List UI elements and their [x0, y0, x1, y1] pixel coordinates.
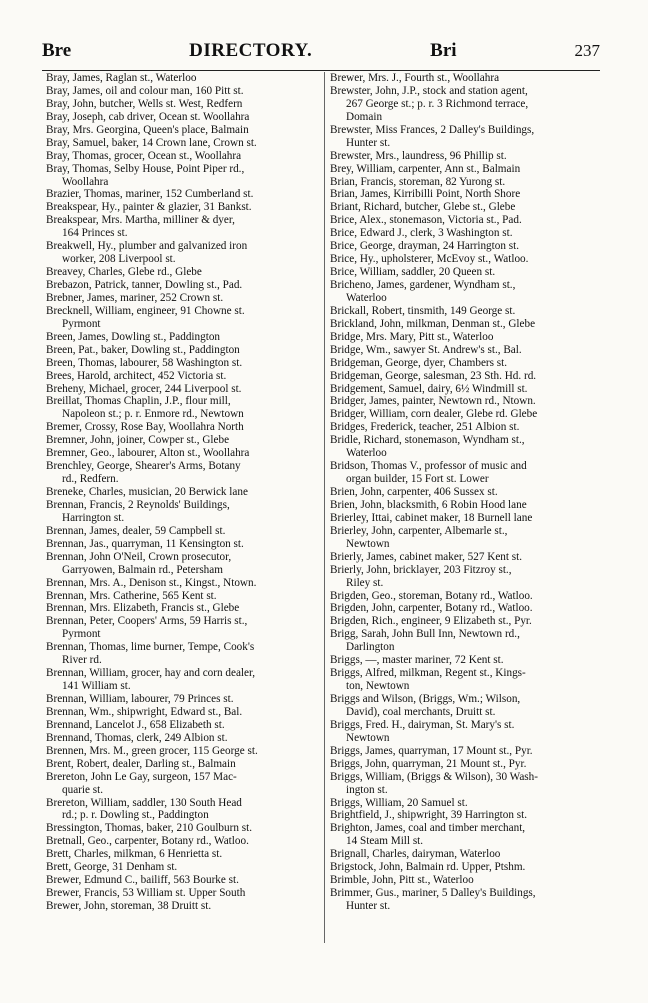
directory-entry: Briggs and Wilson, (Briggs, Wm.; Wilson, — [330, 693, 521, 705]
directory-entry: Breakspear, Mrs. Martha, milliner & dyer, — [46, 214, 235, 227]
directory-entry: Briggs, Fred. H., dairyman, St. Mary's st. — [330, 718, 515, 731]
directory-entry: Briggs, William, 20 Samuel st. — [330, 796, 468, 809]
directory-entry: Bray, Samuel, baker, 14 Crown lane, Crown st. — [46, 136, 257, 149]
directory-entry-continuation: Hunter st. — [346, 136, 391, 149]
directory-entry-continuation: Pyrmont — [62, 628, 101, 641]
directory-entry-continuation: Woollahra — [62, 175, 109, 188]
directory-entry: Brighton, James, coal and timber merchant, — [330, 822, 526, 835]
directory-entry: Brennan, Peter, Coopers' Arms, 59 Harris st., — [46, 615, 248, 628]
directory-entry: Briggs, —, master mariner, 72 Kent st. — [330, 654, 504, 667]
directory-entry-continuation: 164 Princes st. — [62, 227, 128, 240]
directory-entry: Brennan, Jas., quarryman, 11 Kensington st. — [46, 537, 244, 550]
directory-entry-continuation: Newtown — [346, 537, 390, 550]
directory-entry: Brimble, John, Pitt st., Waterloo — [330, 874, 474, 887]
directory-entry: Breavey, Charles, Glebe rd., Glebe — [46, 266, 202, 279]
column-divider — [324, 72, 325, 943]
directory-entry: Brennan, William, grocer, hay and corn dealer, — [46, 667, 256, 680]
directory-entry: Bridgeman, George, salesman, 23 Sth. Hd. rd. — [330, 369, 537, 382]
directory-entry: Breakwell, Hy., plumber and galvanized iron — [46, 240, 248, 253]
directory-entry: Bray, Joseph, cab driver, Ocean st. Woollahra — [46, 110, 250, 123]
directory-entry-continuation: Hunter st. — [346, 900, 391, 912]
directory-entry: Brees, Harold, architect, 452 Victoria st. — [46, 369, 227, 382]
directory-entry: Brennen, Mrs. M., green grocer, 115 George st. — [46, 744, 258, 757]
directory-entry-continuation: 141 William st. — [62, 680, 131, 693]
directory-entry: Brian, James, Kirribilli Point, North Shore — [330, 188, 521, 201]
directory-entry: Brennan, Thomas, lime burner, Tempe, Cook's — [46, 641, 255, 654]
directory-entry: Brecknell, William, engineer, 91 Chowne st. — [46, 304, 245, 317]
directory-entry: Brennan, Mrs. Elizabeth, Francis st., Glebe — [46, 602, 240, 615]
directory-entry-continuation: rd.; p. r. Dowling st., Paddington — [62, 809, 209, 822]
page-header — [42, 40, 600, 68]
directory-entry: Bray, Mrs. Georgina, Queen's place, Balmain — [46, 123, 249, 136]
directory-entry: Bressington, Thomas, baker, 210 Goulburn st. — [46, 822, 252, 835]
directory-entry: Breakspear, Hy., painter & glazier, 31 Bankst. — [46, 201, 252, 214]
directory-entry-continuation: Waterloo — [346, 291, 387, 304]
header-right-guide-word: Bri — [430, 40, 457, 61]
directory-entry: Brierley, Ittai, cabinet maker, 18 Burnell lane — [330, 511, 533, 524]
directory-entry: Brierly, James, cabinet maker, 527 Kent st. — [330, 550, 523, 563]
directory-entry: Bridle, Richard, stonemason, Wyndham st., — [330, 434, 525, 447]
directory-entry: Bray, James, Raglan st., Waterloo — [46, 72, 197, 84]
directory-entry: Breen, Thomas, labourer, 58 Washington st. — [46, 356, 243, 369]
directory-entry: Brimmer, Gus., mariner, 5 Dalley's Buildings, — [330, 887, 536, 900]
directory-entry: Bremner, John, joiner, Cowper st., Glebe — [46, 434, 230, 447]
directory-entry-continuation: worker, 208 Liverpool st. — [62, 253, 176, 266]
header-title: DIRECTORY. — [189, 40, 313, 61]
directory-entry: Brennan, Mrs. A., Denison st., Kingst., Ntown. — [46, 576, 257, 589]
directory-entry: Brennand, Thomas, clerk, 249 Albion st. — [46, 731, 228, 744]
directory-entry-continuation: Pyrmont — [62, 317, 101, 330]
directory-entry: Bricheno, James, gardener, Wyndham st., — [330, 279, 516, 291]
directory-entry-continuation: Newtown — [346, 731, 390, 744]
directory-entry: Breneke, Charles, musician, 20 Berwick lane — [46, 486, 248, 498]
directory-entry-continuation: Napoleon st.; p. r. Enmore rd., Newtown — [62, 408, 244, 421]
directory-entry: Brigstock, John, Balmain rd. Upper, Ptshm. — [330, 861, 526, 874]
directory-entry: Brigden, John, carpenter, Botany rd., Watloo. — [330, 602, 533, 615]
directory-entry: Brien, John, blacksmith, 6 Robin Hood lane — [330, 498, 527, 511]
directory-entry: Bridge, Wm., sawyer St. Andrew's st., Bal. — [330, 343, 522, 356]
directory-entry: Brett, George, 31 Denham st. — [46, 861, 178, 874]
directory-entry: Briggs, John, quarryman, 21 Mount st., Pyr. — [330, 757, 527, 770]
left-column — [46, 72, 318, 913]
directory-entry: Brenchley, George, Shearer's Arms, Botany — [46, 460, 241, 473]
page-number: 237 — [574, 41, 600, 60]
directory-entry: Brebazon, Patrick, tanner, Dowling st., Pad. — [46, 279, 243, 291]
directory-entry: Breen, Pat., baker, Dowling st., Paddington — [46, 343, 240, 356]
directory-entry: Briggs, William, (Briggs & Wilson), 30 Wash- — [330, 770, 538, 783]
directory-entry: Bray, James, oil and colour man, 160 Pitt st. — [46, 84, 244, 97]
directory-entry-continuation: Darlington — [346, 641, 395, 654]
directory-entry: Brewer, Edmund C., bailiff, 563 Bourke st. — [46, 874, 239, 887]
directory-entry: Brennan, John O'Neil, Crown prosecutor, — [46, 550, 232, 563]
directory-entry: Brickall, Robert, tinsmith, 149 George st. — [330, 304, 516, 317]
directory-entry: Brereton, William, saddler, 130 South Head — [46, 796, 242, 809]
directory-entry: Briggs, James, quarryman, 17 Mount st., Pyr. — [330, 744, 533, 757]
directory-entry: Brennand, Lancelot J., 658 Elizabeth st. — [46, 718, 225, 731]
directory-entry: Brewster, Mrs., laundress, 96 Phillip st. — [330, 149, 507, 162]
directory-entry: Brice, William, saddler, 20 Queen st. — [330, 266, 496, 279]
directory-entry-continuation: 14 Steam Mill st. — [346, 835, 424, 848]
directory-entry: Brennan, Wm., shipwright, Edward st., Bal. — [46, 705, 243, 718]
right-column — [330, 72, 602, 913]
directory-entry: Brigg, Sarah, John Bull Inn, Newtown rd., — [330, 628, 520, 641]
directory-entry: Breheny, Michael, grocer, 244 Liverpool st. — [46, 382, 242, 395]
directory-entry-continuation: Garryowen, Balmain rd., Petersham — [62, 563, 223, 576]
directory-entry: Brierley, John, carpenter, Albemarle st., — [330, 524, 508, 537]
directory-entry: Bridge, Mrs. Mary, Pitt st., Waterloo — [330, 330, 494, 343]
directory-entry: Brennan, Francis, 2 Reynolds' Buildings, — [46, 498, 230, 511]
directory-entry: Brewer, John, storeman, 38 Druitt st. — [46, 900, 212, 912]
directory-entry: Breen, James, Dowling st., Paddington — [46, 330, 221, 343]
directory-entry: Bray, Thomas, Selby House, Point Piper rd., — [46, 162, 245, 175]
directory-entry: Bridgeman, George, dyer, Chambers st. — [330, 356, 508, 369]
directory-entry: Brennan, William, labourer, 79 Princes st. — [46, 693, 234, 705]
directory-entry: Brickland, John, milkman, Denman st., Glebe — [330, 317, 536, 330]
header-rule — [42, 70, 600, 71]
directory-entry-continuation: Harrington st. — [62, 511, 125, 524]
directory-entry: Brazier, Thomas, mariner, 152 Cumberland st. — [46, 188, 254, 201]
directory-entry: Bretnall, Geo., carpenter, Botany rd., Watloo. — [46, 835, 249, 848]
directory-entry: Brennan, Mrs. Catherine, 565 Kent st. — [46, 589, 217, 602]
directory-entry: Brereton, John Le Gay, surgeon, 157 Mac- — [46, 770, 237, 783]
directory-entry-continuation: Domain — [346, 110, 383, 123]
directory-entry-continuation: David), coal merchants, Druitt st. — [346, 705, 496, 718]
directory-entry-continuation: River rd. — [62, 654, 102, 667]
directory-entry: Brewster, John, J.P., stock and station agent, — [330, 84, 528, 97]
directory-entry: Brice, George, drayman, 24 Harrington st. — [330, 240, 519, 253]
directory-entry: Brian, Francis, storeman, 82 Yurong st. — [330, 175, 506, 188]
directory-entry: Brightfield, J., shipwright, 39 Harrington st. — [330, 809, 528, 822]
directory-entry-continuation: 267 George st.; p. r. 3 Richmond terrace, — [346, 97, 529, 110]
directory-entry: Bremer, Crossy, Rose Bay, Woollahra North — [46, 421, 244, 434]
directory-entry: Brice, Alex., stonemason, Victoria st., Pad. — [330, 214, 522, 227]
directory-entry: Briant, Richard, butcher, Glebe st., Glebe — [330, 201, 516, 214]
directory-entry: Bray, John, butcher, Wells st. West, Redfern — [46, 97, 243, 110]
directory-entry-continuation: rd., Redfern. — [62, 473, 119, 486]
directory-entry: Brennan, James, dealer, 59 Campbell st. — [46, 524, 226, 537]
directory-entry: Brent, Robert, dealer, Darling st., Balmain — [46, 757, 236, 770]
directory-entry-continuation: ton, Newtown — [346, 680, 410, 693]
directory-entry: Bremner, Geo., labourer, Alton st., Woollahra — [46, 447, 250, 460]
directory-entry: Brierly, John, bricklayer, 203 Fitzroy st., — [330, 563, 512, 576]
header-left-guide-word: Bre — [42, 40, 72, 61]
directory-entry: Brewer, Mrs. J., Fourth st., Woollahra — [330, 72, 500, 84]
directory-entry-continuation: Riley st. — [346, 576, 384, 589]
directory-entry: Brice, Hy., upholsterer, McEvoy st., Watloo. — [330, 253, 529, 266]
directory-entry: Brewster, Miss Frances, 2 Dalley's Buildings, — [330, 123, 535, 136]
directory-entry: Bray, Thomas, grocer, Ocean st., Woollahra — [46, 149, 242, 162]
directory-entry: Brey, William, carpenter, Ann st., Balmain — [330, 162, 521, 175]
directory-entry: Bridges, Frederick, teacher, 251 Albion st. — [330, 421, 520, 434]
directory-entry: Brice, Edward J., clerk, 3 Washington st. — [330, 227, 513, 240]
directory-entry: Bridger, James, painter, Newtown rd., Ntown. — [330, 395, 536, 408]
directory-entry: Brigden, Geo., storeman, Botany rd., Watloo. — [330, 589, 533, 602]
directory-entry: Bridgement, Samuel, dairy, 6½ Windmill st. — [330, 382, 528, 395]
directory-entry: Brigden, Rich., engineer, 9 Elizabeth st., Pyr. — [330, 615, 532, 628]
directory-entry: Brewer, Francis, 53 William st. Upper South — [46, 887, 246, 900]
directory-entry: Brien, John, carpenter, 406 Sussex st. — [330, 486, 498, 498]
directory-entry: Brett, Charles, milkman, 6 Henrietta st. — [46, 848, 223, 861]
directory-entry-continuation: Waterloo — [346, 447, 387, 460]
directory-entry: Brignall, Charles, dairyman, Waterloo — [330, 848, 501, 861]
directory-entry-continuation: organ builder, 15 Fort st. Lower — [346, 473, 489, 486]
directory-entry: Brebner, James, mariner, 252 Crown st. — [46, 291, 224, 304]
directory-entry-continuation: quarie st. — [62, 783, 104, 796]
directory-entry: Briggs, Alfred, milkman, Regent st., Kings- — [330, 667, 526, 680]
directory-entry: Bridger, William, corn dealer, Glebe rd. Glebe — [330, 408, 538, 421]
directory-entry-continuation: ington st. — [346, 783, 388, 796]
directory-entry: Breillat, Thomas Chaplin, J.P., flour mill, — [46, 395, 231, 408]
directory-entry: Bridson, Thomas V., professor of music and — [330, 460, 527, 473]
